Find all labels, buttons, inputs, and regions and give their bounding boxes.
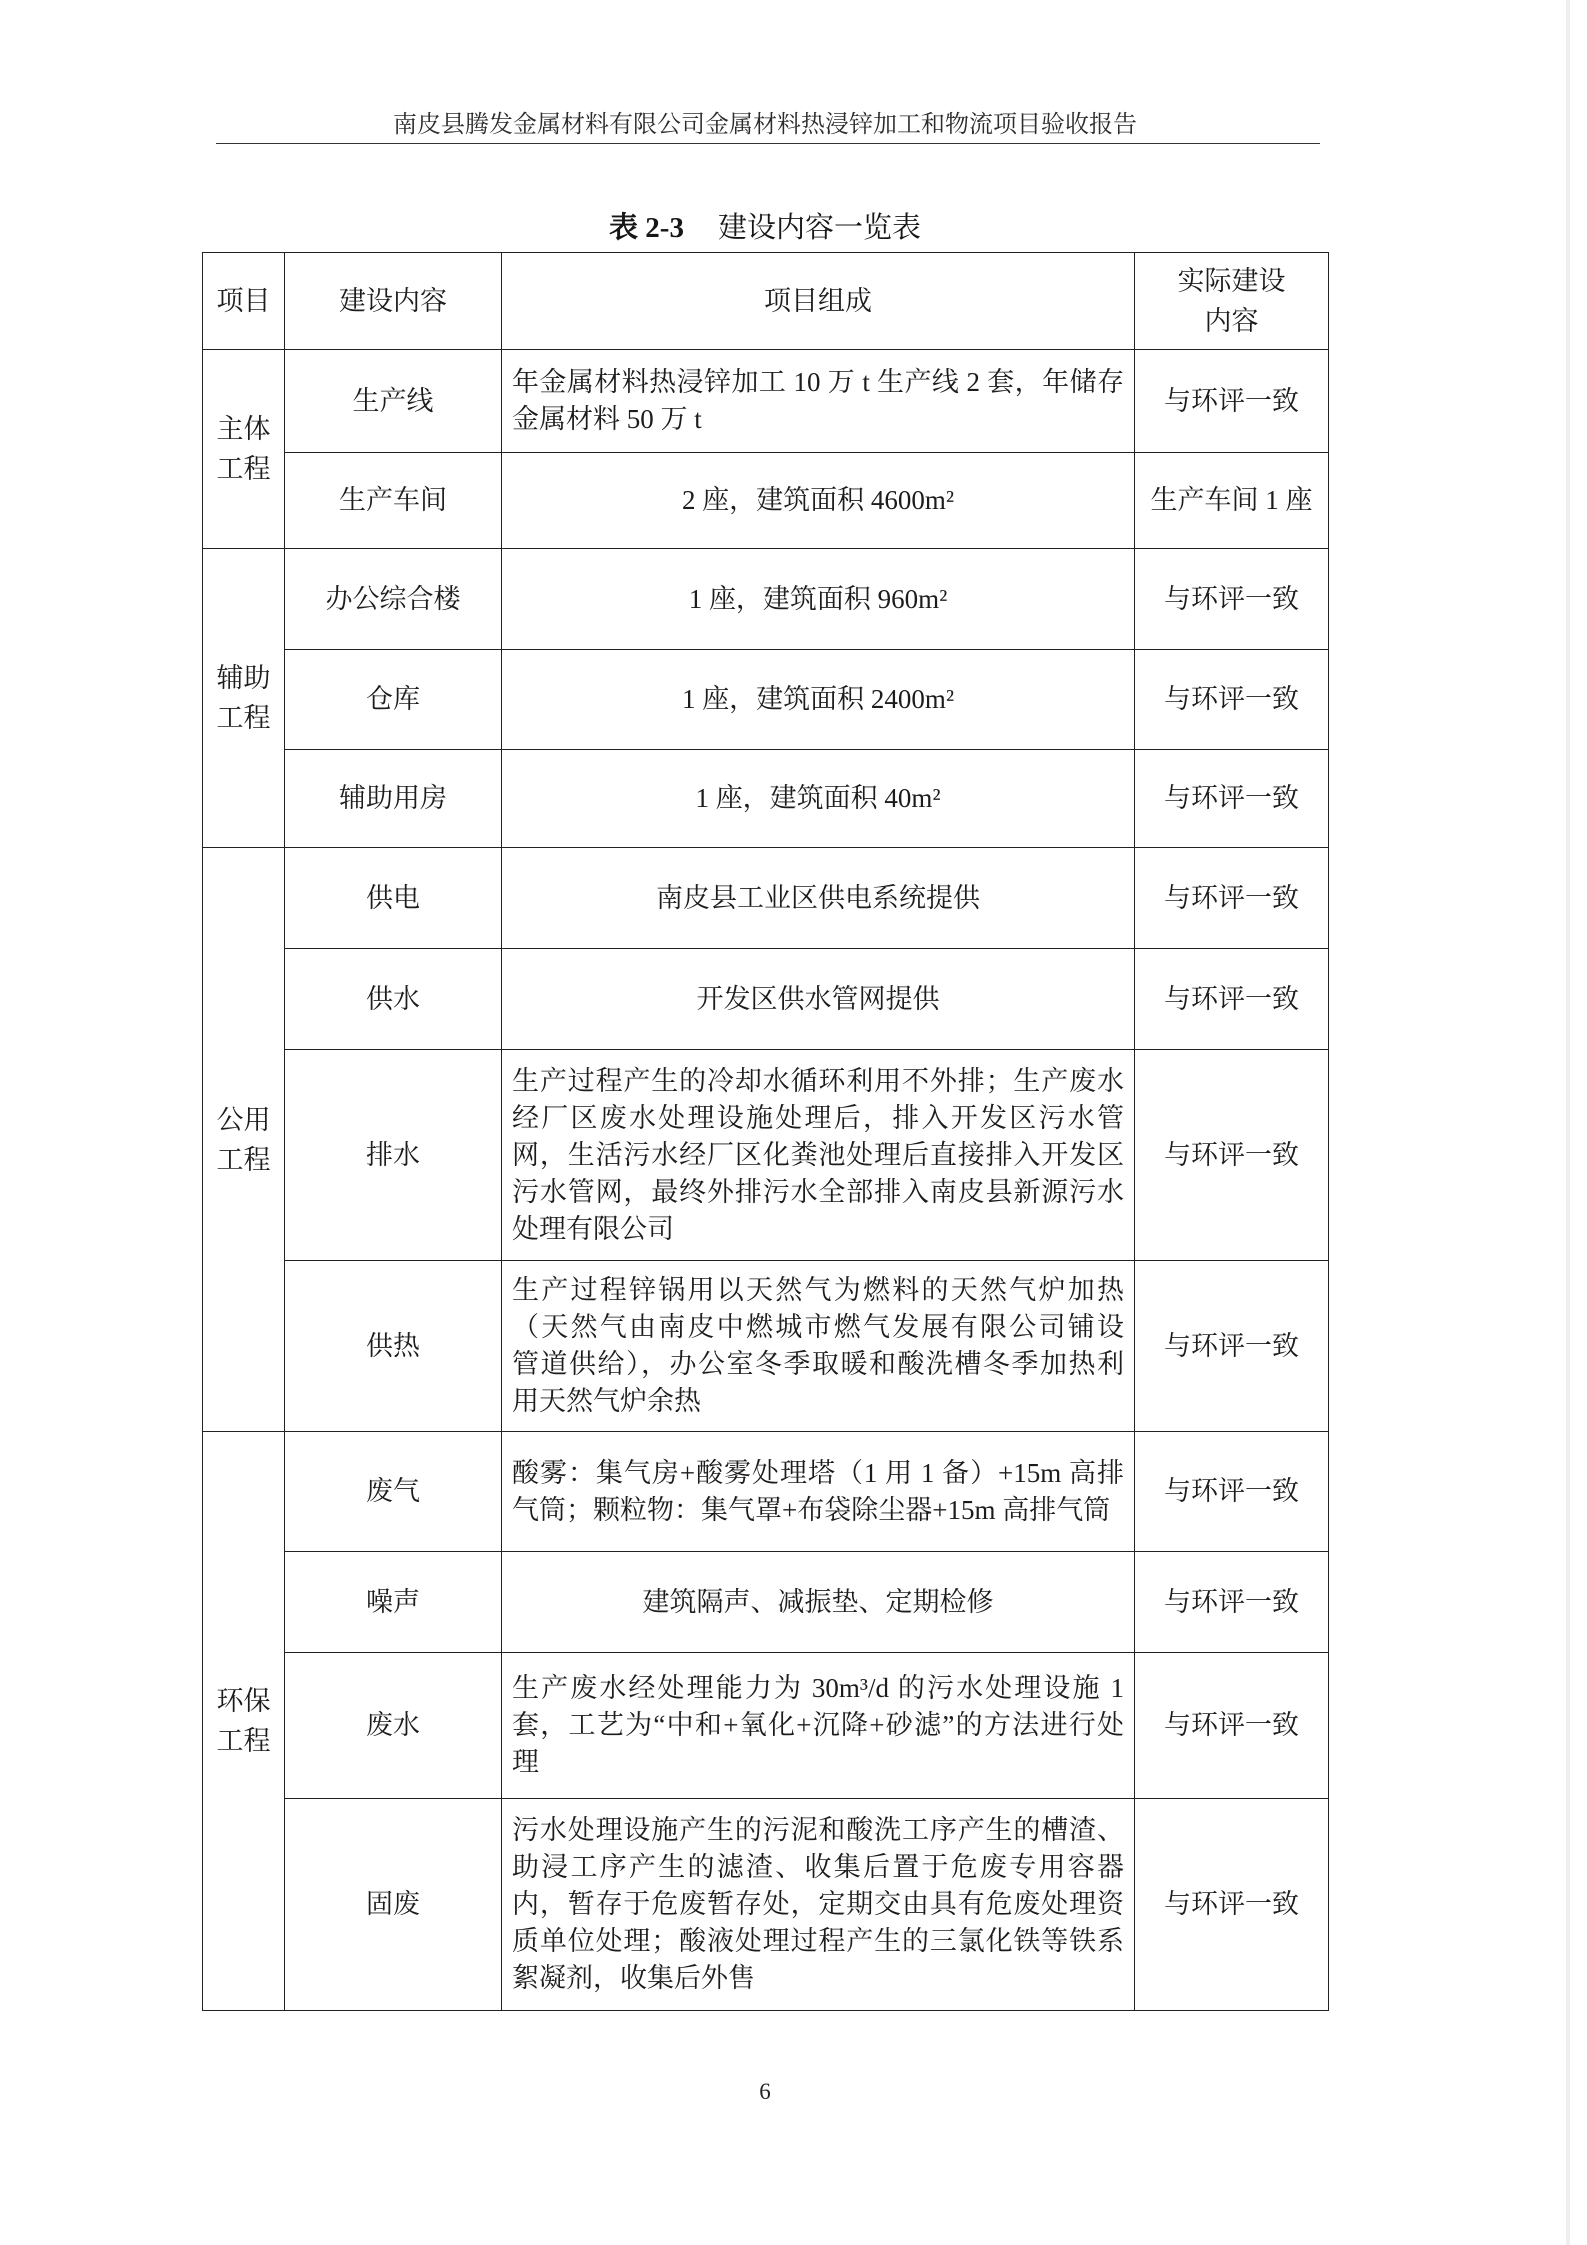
- item-label: 固废: [366, 1889, 420, 1919]
- item-label: 供电: [366, 882, 420, 913]
- table-name: 建设内容一览表: [717, 212, 921, 244]
- composition-cell: [502, 848, 1135, 949]
- actual-cell: [1135, 1050, 1329, 1261]
- table-row: [203, 750, 1329, 848]
- construction-content-table: [202, 252, 1329, 2011]
- composition-line: 生产过程锌锅用以天然气为燃料的天然气炉加热: [512, 1275, 1124, 1305]
- actual-label: 与环评一致: [1164, 1139, 1299, 1170]
- category-cell: [203, 549, 285, 848]
- column-header-composition: [502, 253, 1135, 350]
- item-cell: [285, 1050, 502, 1261]
- composition-cell: [502, 453, 1135, 549]
- composition-line: 1 座，建筑面积 960m²: [688, 583, 948, 614]
- scan-edge: [1566, 0, 1570, 2245]
- column-header-label: 实际建设: [1177, 266, 1286, 296]
- item-label: 噪声: [366, 1586, 420, 1617]
- item-cell: [285, 453, 502, 549]
- composition-line: 网，生活污水经厂区化粪池处理后直接排入开发区: [512, 1139, 1124, 1170]
- actual-cell: [1135, 949, 1329, 1050]
- category-label: 工程: [216, 1726, 271, 1756]
- composition-cell: [502, 750, 1135, 848]
- composition-line: 污水管网，最终外排污水全部排入南皮县新源污水: [512, 1176, 1124, 1207]
- actual-cell: [1135, 1552, 1329, 1653]
- item-label: 辅助用房: [339, 783, 447, 813]
- actual-cell: [1135, 848, 1329, 949]
- composition-line: 助浸工序产生的滤渣、收集后置于危废专用容器: [512, 1852, 1124, 1882]
- item-label: 生产线: [352, 385, 434, 416]
- composition-line: 金属材料 50 万 t: [512, 404, 702, 434]
- column-header-label: 项目: [216, 286, 271, 316]
- category-label: 环保: [216, 1686, 271, 1716]
- actual-label: 与环评一致: [1164, 583, 1299, 614]
- table-row: [203, 1653, 1329, 1799]
- composition-line: （天然气由南皮中燃城市燃气发展有限公司铺设: [512, 1312, 1124, 1342]
- page-number: 6: [759, 2079, 771, 2104]
- actual-cell: [1135, 750, 1329, 848]
- actual-label: 与环评一致: [1164, 1710, 1299, 1740]
- item-cell: [285, 1552, 502, 1653]
- composition-cell: [502, 1653, 1135, 1799]
- item-cell: [285, 1432, 502, 1552]
- table-header-row: [203, 253, 1329, 350]
- composition-line: 1 座，建筑面积 40m²: [695, 783, 941, 813]
- actual-cell: [1135, 1653, 1329, 1799]
- column-header-construction-content: [285, 253, 502, 350]
- composition-line: 开发区供水管网提供: [696, 983, 940, 1014]
- composition-line: 经厂区废水处理设施处理后，排入开发区污水管: [512, 1102, 1124, 1133]
- table-row: [203, 549, 1329, 650]
- item-label: 生产车间: [339, 485, 447, 515]
- item-cell: [285, 650, 502, 750]
- category-label: 工程: [216, 703, 271, 733]
- table-row: [203, 848, 1329, 949]
- category-cell: [203, 350, 285, 549]
- column-header-actual: [1135, 253, 1329, 350]
- composition-line: 质单位处理；酸液处理过程产生的三氯化铁等铁系: [512, 1926, 1124, 1956]
- composition-line: 处理有限公司: [512, 1213, 674, 1244]
- composition-line: 南皮县工业区供电系统提供: [656, 882, 980, 913]
- composition-cell: [502, 650, 1135, 750]
- category-cell: [203, 1432, 285, 2011]
- table-row: [203, 350, 1329, 453]
- running-header: 南皮县腾发金属材料有限公司金属材料热浸锌加工和物流项目验收报告: [393, 112, 1137, 138]
- header-rule: [216, 143, 1320, 144]
- actual-cell: [1135, 1799, 1329, 2011]
- item-label: 供热: [366, 1330, 420, 1361]
- item-cell: [285, 750, 502, 848]
- category-cell: [203, 848, 285, 1432]
- table-body: [203, 350, 1329, 2011]
- table-row: [203, 650, 1329, 750]
- composition-cell: [502, 949, 1135, 1050]
- composition-line: 酸雾：集气房+酸雾处理塔（1 用 1 备）+15m 高排: [512, 1457, 1124, 1488]
- item-label: 仓库: [366, 684, 420, 714]
- category-label: 公用: [216, 1104, 271, 1135]
- item-label: 排水: [366, 1139, 420, 1170]
- actual-label: 与环评一致: [1164, 882, 1299, 913]
- category-label: 辅助: [216, 663, 271, 693]
- table-row: [203, 949, 1329, 1050]
- composition-line: 年金属材料热浸锌加工 10 万 t 生产线 2 套，年储存: [512, 367, 1124, 397]
- composition-cell: [502, 1261, 1135, 1432]
- item-cell: [285, 1261, 502, 1432]
- composition-cell: [502, 1799, 1135, 2011]
- category-label: 工程: [216, 1144, 271, 1175]
- table-row: [203, 1432, 1329, 1552]
- item-cell: [285, 949, 502, 1050]
- column-header-label: 内容: [1204, 306, 1259, 336]
- item-cell: [285, 549, 502, 650]
- composition-line: 建筑隔声、减振垫、定期检修: [642, 1586, 994, 1617]
- actual-label: 生产车间 1 座: [1150, 485, 1313, 515]
- composition-cell: [502, 1552, 1135, 1653]
- column-header-project: [203, 253, 285, 350]
- table-row: [203, 1799, 1329, 2011]
- column-header-label: 项目组成: [764, 286, 872, 316]
- actual-label: 与环评一致: [1164, 1586, 1299, 1617]
- table-row: [203, 1050, 1329, 1261]
- composition-line: 2 座，建筑面积 4600m²: [681, 485, 955, 515]
- actual-cell: [1135, 350, 1329, 453]
- category-label: 主体: [216, 414, 271, 444]
- actual-cell: [1135, 453, 1329, 549]
- item-cell: [285, 848, 502, 949]
- item-label: 办公综合楼: [325, 583, 461, 614]
- actual-label: 与环评一致: [1164, 983, 1299, 1014]
- composition-line: 理: [512, 1747, 539, 1777]
- composition-cell: [502, 549, 1135, 650]
- actual-cell: [1135, 1432, 1329, 1552]
- actual-cell: [1135, 549, 1329, 650]
- composition-cell: [502, 350, 1135, 453]
- composition-line: 用天然气炉余热: [512, 1386, 701, 1416]
- item-label: 废水: [366, 1710, 420, 1740]
- table-number: 表 2-3: [609, 212, 684, 244]
- actual-label: 与环评一致: [1164, 1330, 1299, 1361]
- composition-line: 套，工艺为“中和+氧化+沉降+砂滤”的方法进行处: [512, 1710, 1124, 1740]
- composition-line: 气筒；颗粒物：集气罩+布袋除尘器+15m 高排气筒: [512, 1494, 1111, 1525]
- item-label: 废气: [366, 1476, 420, 1506]
- composition-line: 生产废水经处理能力为 30m³/d 的污水处理设施 1: [512, 1673, 1124, 1703]
- composition-line: 污水处理设施产生的污泥和酸洗工序产生的槽渣、: [512, 1815, 1124, 1845]
- actual-cell: [1135, 650, 1329, 750]
- actual-label: 与环评一致: [1164, 1476, 1299, 1506]
- item-cell: [285, 1653, 502, 1799]
- table-row: [203, 1552, 1329, 1653]
- table-title: [202, 209, 1328, 247]
- composition-cell: [502, 1432, 1135, 1552]
- actual-cell: [1135, 1261, 1329, 1432]
- composition-cell: [502, 1050, 1135, 1261]
- category-label: 工程: [216, 454, 271, 484]
- column-header-label: 建设内容: [339, 286, 447, 316]
- composition-line: 内，暂存于危废暂存处，定期交由具有危废处理资: [512, 1889, 1124, 1919]
- actual-label: 与环评一致: [1164, 385, 1299, 416]
- composition-line: 絮凝剂，收集后外售: [512, 1963, 755, 1993]
- composition-line: 1 座，建筑面积 2400m²: [681, 684, 955, 714]
- table-row: [203, 453, 1329, 549]
- item-cell: [285, 350, 502, 453]
- actual-label: 与环评一致: [1164, 1889, 1299, 1919]
- composition-line: 生产过程产生的冷却水循环利用不外排；生产废水: [512, 1065, 1124, 1096]
- table-row: [203, 1261, 1329, 1432]
- item-label: 供水: [366, 983, 420, 1014]
- actual-label: 与环评一致: [1164, 684, 1299, 714]
- composition-line: 管道供给），办公室冬季取暖和酸洗槽冬季加热利: [512, 1349, 1124, 1379]
- actual-label: 与环评一致: [1164, 783, 1299, 813]
- item-cell: [285, 1799, 502, 2011]
